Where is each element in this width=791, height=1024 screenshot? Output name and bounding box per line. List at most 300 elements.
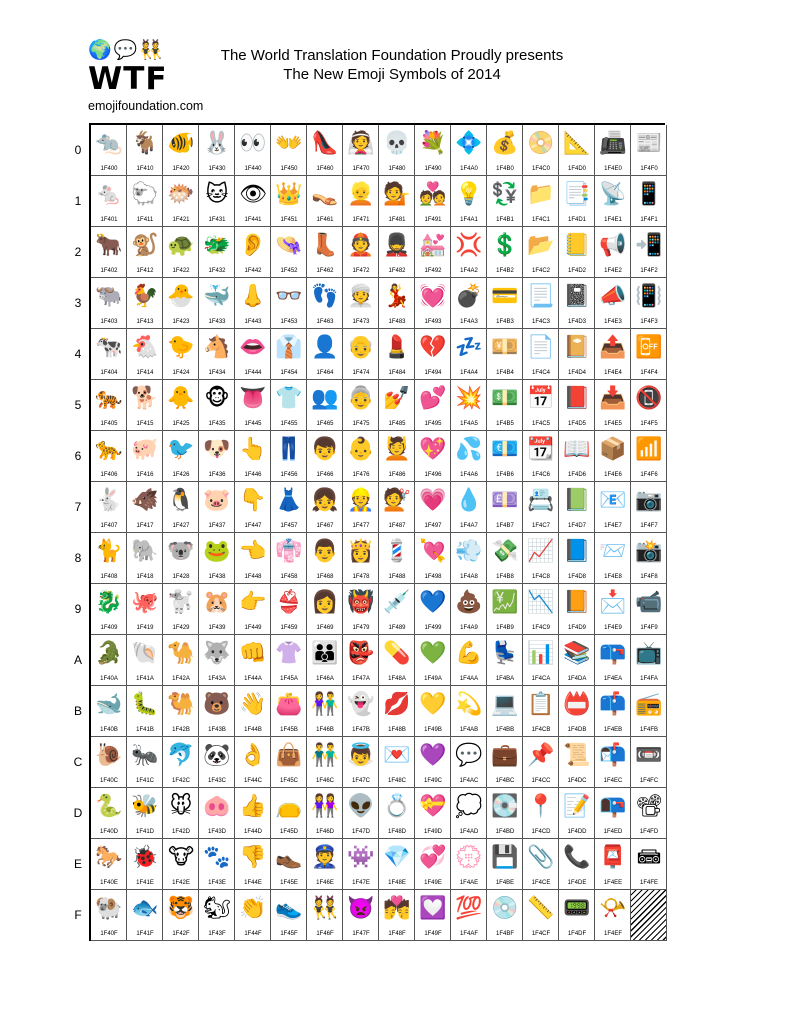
emoji-glyph: 👾 xyxy=(347,845,375,870)
code-point-label: 1F410 xyxy=(136,166,154,172)
code-point-label: 1F4AF xyxy=(459,931,478,937)
emoji-glyph: 🐕 xyxy=(131,386,159,411)
code-point-label: 1F4CE xyxy=(531,880,551,886)
emoji-cell-1f4b9 xyxy=(487,584,523,635)
code-point-label: 1F493 xyxy=(424,319,442,325)
emoji-glyph: 👂 xyxy=(239,233,267,258)
emoji-glyph: 🐵 xyxy=(204,386,230,411)
code-point-label: 1F45F xyxy=(280,931,298,937)
emoji-glyph: 💹 xyxy=(491,590,519,615)
emoji-cell-1f44a xyxy=(235,635,271,686)
emoji-glyph: 📫 xyxy=(599,692,627,717)
emoji-cell-1f44e xyxy=(235,839,271,890)
code-point-label: 1F4A1 xyxy=(460,217,478,223)
code-point-label: 1F468 xyxy=(316,574,334,580)
emoji-glyph: 👸 xyxy=(347,539,375,564)
emoji-glyph: 🐖 xyxy=(131,437,159,462)
emoji-glyph: 🐷 xyxy=(203,488,231,513)
code-point-label: 1F4DB xyxy=(567,727,587,733)
code-point-label: 1F476 xyxy=(352,472,370,478)
emoji-glyph: 🐃 xyxy=(95,284,123,309)
emoji-glyph: 👛 xyxy=(275,692,303,717)
code-point-label: 1F477 xyxy=(352,523,370,529)
emoji-cell-1f487 xyxy=(379,482,415,533)
emoji-glyph: 🐏 xyxy=(95,896,123,921)
emoji-glyph: 📯 xyxy=(599,896,627,921)
emoji-cell-1f45f xyxy=(271,890,307,941)
emoji-cell-1f493 xyxy=(415,278,451,329)
emoji-cell-1f4bd xyxy=(487,788,523,839)
emoji-glyph: 📻 xyxy=(635,692,663,717)
emoji-glyph: 👻 xyxy=(347,692,375,717)
code-point-label: 1F4D7 xyxy=(567,523,586,529)
code-point-label: 1F4FA xyxy=(640,676,658,682)
emoji-cell-1f46f xyxy=(307,890,343,941)
emoji-cell-1f4ac xyxy=(451,737,487,788)
emoji-glyph: 💻 xyxy=(491,692,519,717)
emoji-glyph: 📬 xyxy=(599,743,627,768)
code-point-label: 1F486 xyxy=(388,472,406,478)
code-point-label: 1F465 xyxy=(316,421,334,427)
emoji-cell-1f4a3 xyxy=(451,278,487,329)
emoji-cell-1f4f4 xyxy=(631,329,667,380)
emoji-cell-1f401 xyxy=(91,176,127,227)
emoji-cell-1f45d xyxy=(271,788,307,839)
emoji-cell-1f4ea xyxy=(595,635,631,686)
code-point-label: 1F48F xyxy=(388,931,406,937)
emoji-cell-1f453 xyxy=(271,278,307,329)
emoji-cell-1f45e xyxy=(271,839,307,890)
emoji-cell-1f4aa xyxy=(451,635,487,686)
code-point-label: 1F414 xyxy=(136,370,154,376)
emoji-cell-1f411 xyxy=(127,176,163,227)
page-headline xyxy=(202,46,582,84)
emoji-cell-1f4fb xyxy=(631,686,667,737)
emoji-cell-1f4d4 xyxy=(559,329,595,380)
code-point-label: 1F4E0 xyxy=(604,166,622,172)
emoji-cell-1f447 xyxy=(235,482,271,533)
emoji-glyph: 💊 xyxy=(383,641,411,666)
emoji-glyph: 🐌 xyxy=(95,743,123,768)
emoji-cell-1f41d xyxy=(127,788,163,839)
emoji-cell-1f4e1 xyxy=(595,176,631,227)
emoji-glyph: 📞 xyxy=(563,845,591,870)
emoji-glyph: 💽 xyxy=(491,794,519,819)
code-point-label: 1F40E xyxy=(100,880,118,886)
code-point-label: 1F496 xyxy=(424,472,442,478)
emoji-glyph: 📙 xyxy=(563,590,591,615)
emoji-cell-1f449 xyxy=(235,584,271,635)
emoji-glyph: 📜 xyxy=(563,743,591,768)
emoji-cell-1f473 xyxy=(343,278,379,329)
emoji-cell-1f47e xyxy=(343,839,379,890)
emoji-cell-1f48c xyxy=(379,737,415,788)
emoji-cell-1f4ce xyxy=(523,839,559,890)
emoji-cell-1f4ad xyxy=(451,788,487,839)
code-point-label: 1F4DF xyxy=(567,931,587,937)
code-point-label: 1F400 xyxy=(100,166,118,172)
code-point-label: 1F461 xyxy=(316,217,334,223)
emoji-cell-1f4af xyxy=(451,890,487,941)
emoji-cell-1f49d xyxy=(415,788,451,839)
emoji-glyph: 👘 xyxy=(275,539,303,564)
emoji-cell-1f45a xyxy=(271,635,307,686)
emoji-cell-1f4fc xyxy=(631,737,667,788)
emoji-cell-1f4c5 xyxy=(523,380,559,431)
emoji-cell-1f472 xyxy=(343,227,379,278)
code-point-label: 1F4D3 xyxy=(567,319,586,325)
emoji-glyph: 📡 xyxy=(599,182,627,207)
emoji-cell-1f4ee xyxy=(595,839,631,890)
emoji-cell-1f475 xyxy=(343,380,379,431)
emoji-cell-1f474 xyxy=(343,329,379,380)
emoji-cell-1f47c xyxy=(343,737,379,788)
emoji-cell-1f450 xyxy=(271,125,307,176)
emoji-glyph: 👁 xyxy=(239,182,267,207)
logo xyxy=(88,38,218,113)
emoji-glyph: 👩 xyxy=(311,590,339,615)
row-label-4: 4 xyxy=(74,347,82,361)
code-point-label: 1F48C xyxy=(387,778,406,784)
code-point-label: 1F497 xyxy=(424,523,442,529)
emoji-glyph: 💡 xyxy=(455,182,483,207)
emoji-cell-1f480 xyxy=(379,125,415,176)
code-point-label: 1F49F xyxy=(424,931,442,937)
code-point-label: 1F425 xyxy=(172,421,190,427)
emoji-cell-1f4a2 xyxy=(451,227,487,278)
code-point-label: 1F4E9 xyxy=(604,625,622,631)
emoji-glyph: 🐡 xyxy=(167,182,195,207)
emoji-glyph: 🐉 xyxy=(95,590,123,615)
code-point-label: 1F453 xyxy=(280,319,298,325)
emoji-cell-1f4c8 xyxy=(523,533,559,584)
emoji-glyph: 💜 xyxy=(419,743,447,768)
emoji-cell-1f471 xyxy=(343,176,379,227)
code-point-label: 1F4ED xyxy=(603,829,623,835)
code-point-label: 1F463 xyxy=(316,319,334,325)
emoji-glyph: 🐼 xyxy=(203,743,231,768)
emoji-cell-1f4dd xyxy=(559,788,595,839)
headline-line-2: The New Emoji Symbols of 2014 xyxy=(283,66,501,83)
code-point-label: 1F45B xyxy=(280,727,298,733)
code-point-label: 1F4FE xyxy=(639,880,658,886)
emoji-glyph: 💮 xyxy=(455,845,483,870)
emoji-glyph: 👇 xyxy=(239,488,267,513)
emoji-glyph: 🐳 xyxy=(203,284,231,309)
emoji-cell-1f4fe xyxy=(631,839,667,890)
code-point-label: 1F407 xyxy=(100,523,118,529)
code-point-label: 1F46B xyxy=(316,727,334,733)
emoji-cell-1f461 xyxy=(307,176,343,227)
emoji-glyph: 👆 xyxy=(239,437,267,462)
emoji-cell-1f4d0 xyxy=(559,125,595,176)
code-point-label: 1F4FC xyxy=(639,778,659,784)
code-point-label: 1F429 xyxy=(172,625,190,631)
emoji-cell-1f4ef xyxy=(595,890,631,941)
code-point-label: 1F466 xyxy=(316,472,334,478)
emoji-glyph: 📲 xyxy=(635,233,663,258)
emoji-cell-1f4be xyxy=(487,839,523,890)
code-point-label: 1F4B4 xyxy=(496,370,514,376)
emoji-cell-1f499 xyxy=(415,584,451,635)
emoji-glyph: 💨 xyxy=(455,539,483,564)
emoji-cell-1f41e xyxy=(127,839,163,890)
code-point-label: 1F426 xyxy=(172,472,190,478)
emoji-cell-1f4ab xyxy=(451,686,487,737)
emoji-cell-1f4e4 xyxy=(595,329,631,380)
emoji-cell-1f451 xyxy=(271,176,307,227)
emoji-glyph: 🐬 xyxy=(167,743,195,768)
emoji-cell-1f486 xyxy=(379,431,415,482)
emoji-glyph: 🐸 xyxy=(203,539,231,564)
emoji-cell-1f4d1 xyxy=(559,176,595,227)
emoji-glyph: 🐻 xyxy=(203,692,231,717)
emoji-cell-1f498 xyxy=(415,533,451,584)
code-point-label: 1F4A0 xyxy=(460,166,478,172)
code-point-label: 1F436 xyxy=(208,472,226,478)
emoji-glyph: 👥 xyxy=(311,386,339,411)
emoji-glyph: 💧 xyxy=(455,488,483,513)
emoji-cell-1f4b7 xyxy=(487,482,523,533)
emoji-glyph: 🐱 xyxy=(205,182,229,207)
code-point-label: 1F474 xyxy=(352,370,370,376)
emoji-glyph: 📆 xyxy=(527,437,555,462)
emoji-cell-1f425 xyxy=(163,380,199,431)
emoji-glyph: 🐮 xyxy=(167,845,195,870)
emoji-cell-1f4e5 xyxy=(595,380,631,431)
emoji-glyph: 🐰 xyxy=(203,131,231,156)
code-point-label: 1F4A6 xyxy=(460,472,478,478)
emoji-glyph: 📺 xyxy=(635,641,663,666)
emoji-cell-1f430 xyxy=(199,125,235,176)
emoji-cell-1f41c xyxy=(127,737,163,788)
code-point-label: 1F480 xyxy=(388,166,406,172)
code-point-label: 1F460 xyxy=(316,166,334,172)
code-point-label: 1F4B8 xyxy=(496,574,514,580)
emoji-glyph: 👔 xyxy=(275,335,303,360)
emoji-cell-1f48d xyxy=(379,788,415,839)
emoji-glyph: 💑 xyxy=(419,182,447,207)
code-point-label: 1F4DE xyxy=(567,880,587,886)
code-point-label: 1F4EC xyxy=(603,778,623,784)
emoji-glyph: 💺 xyxy=(491,641,519,666)
emoji-glyph: 🐽 xyxy=(203,794,231,819)
emoji-glyph: 👡 xyxy=(311,182,339,207)
code-point-label: 1F472 xyxy=(352,268,370,274)
code-point-label: 1F4D0 xyxy=(567,166,586,172)
emoji-cell-1f46d xyxy=(307,788,343,839)
emoji-glyph: 📎 xyxy=(527,845,555,870)
row-label-7: 7 xyxy=(74,500,82,514)
code-point-label: 1F42C xyxy=(171,778,190,784)
row-labels xyxy=(70,123,90,941)
emoji-cell-1f445 xyxy=(235,380,271,431)
emoji-cell-1f438 xyxy=(199,533,235,584)
code-point-label: 1F4BE xyxy=(495,880,515,886)
code-point-label: 1F494 xyxy=(424,370,442,376)
emoji-code-chart xyxy=(89,123,665,941)
emoji-glyph: 💠 xyxy=(455,131,483,156)
code-point-label: 1F411 xyxy=(136,217,154,223)
emoji-cell-1f49e xyxy=(415,839,451,890)
emoji-cell-1f46c xyxy=(307,737,343,788)
emoji-glyph: 💗 xyxy=(419,488,447,513)
emoji-glyph: 🐨 xyxy=(167,539,195,564)
emoji-cell-1f4fa xyxy=(631,635,667,686)
emoji-cell-1f439 xyxy=(199,584,235,635)
emoji-glyph: 👑 xyxy=(275,182,303,207)
code-point-label: 1F43A xyxy=(208,676,226,682)
logo-url: emojifoundation.com xyxy=(88,99,204,113)
emoji-glyph: 💙 xyxy=(419,590,447,615)
code-point-label: 1F4D4 xyxy=(567,370,586,376)
emoji-cell-1f41b xyxy=(127,686,163,737)
emoji-glyph: 🐎 xyxy=(95,845,123,870)
emoji-glyph: 👋 xyxy=(239,692,267,717)
emoji-cell-1f444 xyxy=(235,329,271,380)
emoji-glyph: 💚 xyxy=(419,641,447,666)
emoji-glyph: 👚 xyxy=(275,641,303,666)
code-point-label: 1F401 xyxy=(100,217,118,223)
code-point-label: 1F462 xyxy=(316,268,334,274)
emoji-cell-1f417 xyxy=(127,482,163,533)
code-point-label: 1F4DA xyxy=(567,676,587,682)
emoji-glyph: 👯 xyxy=(311,896,339,921)
emoji-glyph: 🐴 xyxy=(203,335,231,360)
emoji-glyph: 🐔 xyxy=(131,335,159,360)
code-point-label: 1F4AA xyxy=(459,676,479,682)
emoji-glyph: 💄 xyxy=(383,335,411,360)
code-point-label: 1F40F xyxy=(100,931,118,937)
emoji-cell-1f465 xyxy=(307,380,343,431)
code-point-label: 1F405 xyxy=(100,421,118,427)
emoji-glyph: 📰 xyxy=(635,131,663,156)
emoji-glyph: 📽 xyxy=(635,794,663,819)
emoji-cell-1f46b xyxy=(307,686,343,737)
emoji-cell-1f4f0 xyxy=(631,125,667,176)
code-point-label: 1F4F7 xyxy=(640,523,658,529)
emoji-cell-1f4a8 xyxy=(451,533,487,584)
code-point-label: 1F408 xyxy=(100,574,118,580)
emoji-cell-1f477 xyxy=(343,482,379,533)
code-point-label: 1F4F4 xyxy=(640,370,658,376)
emoji-glyph: 👌 xyxy=(239,743,267,768)
code-point-label: 1F40D xyxy=(99,829,118,835)
emoji-cell-1f47b xyxy=(343,686,379,737)
emoji-glyph: 📹 xyxy=(635,590,663,615)
row-label-0: 0 xyxy=(74,143,82,157)
code-point-label: 1F45E xyxy=(280,880,298,886)
emoji-cell-1f4b2 xyxy=(487,227,523,278)
code-point-label: 1F4FB xyxy=(639,727,658,733)
code-point-label: 1F473 xyxy=(352,319,370,325)
code-point-label: 1F4EF xyxy=(603,931,622,937)
emoji-glyph: 👭 xyxy=(311,794,339,819)
code-point-label: 1F40A xyxy=(100,676,118,682)
emoji-glyph: 🐀 xyxy=(95,131,123,156)
emoji-cell-1f491 xyxy=(415,176,451,227)
code-point-label: 1F412 xyxy=(136,268,154,274)
emoji-cell-1f41f xyxy=(127,890,163,941)
code-point-label: 1F4CD xyxy=(531,829,551,835)
emoji-glyph: 💭 xyxy=(455,794,483,819)
emoji-glyph: 📾 xyxy=(636,845,662,870)
emoji-glyph: 📴 xyxy=(635,335,663,360)
code-point-label: 1F488 xyxy=(388,574,406,580)
emoji-cell-1f48b xyxy=(379,686,415,737)
code-point-label: 1F4E8 xyxy=(604,574,622,580)
emoji-cell-1f4b1 xyxy=(487,176,523,227)
emoji-glyph: 📇 xyxy=(527,488,555,513)
code-point-label: 1F4E5 xyxy=(604,421,622,427)
emoji-cell-1f408 xyxy=(91,533,127,584)
emoji-cell-1f4e8 xyxy=(595,533,631,584)
emoji-cell-1f46a xyxy=(307,635,343,686)
code-point-label: 1F44A xyxy=(244,676,262,682)
code-point-label: 1F44E xyxy=(244,880,262,886)
code-point-label: 1F4C0 xyxy=(531,166,550,172)
emoji-glyph: 👄 xyxy=(239,335,267,360)
code-point-label: 1F445 xyxy=(244,421,262,427)
emoji-cell-1f446 xyxy=(235,431,271,482)
code-point-label: 1F49C xyxy=(423,778,442,784)
emoji-cell-1f420 xyxy=(163,125,199,176)
emoji-glyph: 👃 xyxy=(239,284,267,309)
emoji-glyph: 📠 xyxy=(599,131,627,156)
code-point-label: 1F4D8 xyxy=(567,574,586,580)
code-point-label: 1F499 xyxy=(424,625,442,631)
emoji-cell-1f452 xyxy=(271,227,307,278)
code-point-label: 1F4E1 xyxy=(604,217,622,223)
code-point-label: 1F40C xyxy=(99,778,118,784)
code-point-label: 1F417 xyxy=(136,523,154,529)
emoji-glyph: 👤 xyxy=(311,335,339,360)
code-point-label: 1F4C4 xyxy=(531,370,550,376)
code-point-label: 1F46F xyxy=(316,931,334,937)
code-point-label: 1F489 xyxy=(388,625,406,631)
emoji-cell-1f4f8 xyxy=(631,533,667,584)
emoji-cell-1f42a xyxy=(163,635,199,686)
code-point-label: 1F4AD xyxy=(459,829,479,835)
logo-title: WTF xyxy=(88,61,168,97)
code-point-label: 1F4CC xyxy=(531,778,551,784)
emoji-cell-1f4d6 xyxy=(559,431,595,482)
code-point-label: 1F49E xyxy=(424,880,442,886)
emoji-cell-1f478 xyxy=(343,533,379,584)
row-label-9: 9 xyxy=(74,602,82,616)
emoji-cell-1f421 xyxy=(163,176,199,227)
code-point-label: 1F4D6 xyxy=(567,472,586,478)
emoji-cell-1f4e6 xyxy=(595,431,631,482)
row-label-f: F xyxy=(74,908,82,922)
emoji-cell-1f4c7 xyxy=(523,482,559,533)
emoji-glyph: 💵 xyxy=(491,386,519,411)
emoji-glyph: 💸 xyxy=(491,539,519,564)
emoji-cell-1f4bf xyxy=(487,890,523,941)
code-point-label: 1F49A xyxy=(424,676,442,682)
code-point-label: 1F471 xyxy=(352,217,370,223)
code-point-label: 1F479 xyxy=(352,625,370,631)
code-point-label: 1F42E xyxy=(172,880,190,886)
emoji-glyph: 💀 xyxy=(383,131,411,156)
emoji-cell-1f4eb xyxy=(595,686,631,737)
emoji-cell-1f42b xyxy=(163,686,199,737)
code-point-label: 1F4C2 xyxy=(531,268,550,274)
code-point-label: 1F43F xyxy=(208,931,226,937)
emoji-cell-1f4a5 xyxy=(451,380,487,431)
emoji-cell-1f4d3 xyxy=(559,278,595,329)
code-point-label: 1F483 xyxy=(388,319,406,325)
